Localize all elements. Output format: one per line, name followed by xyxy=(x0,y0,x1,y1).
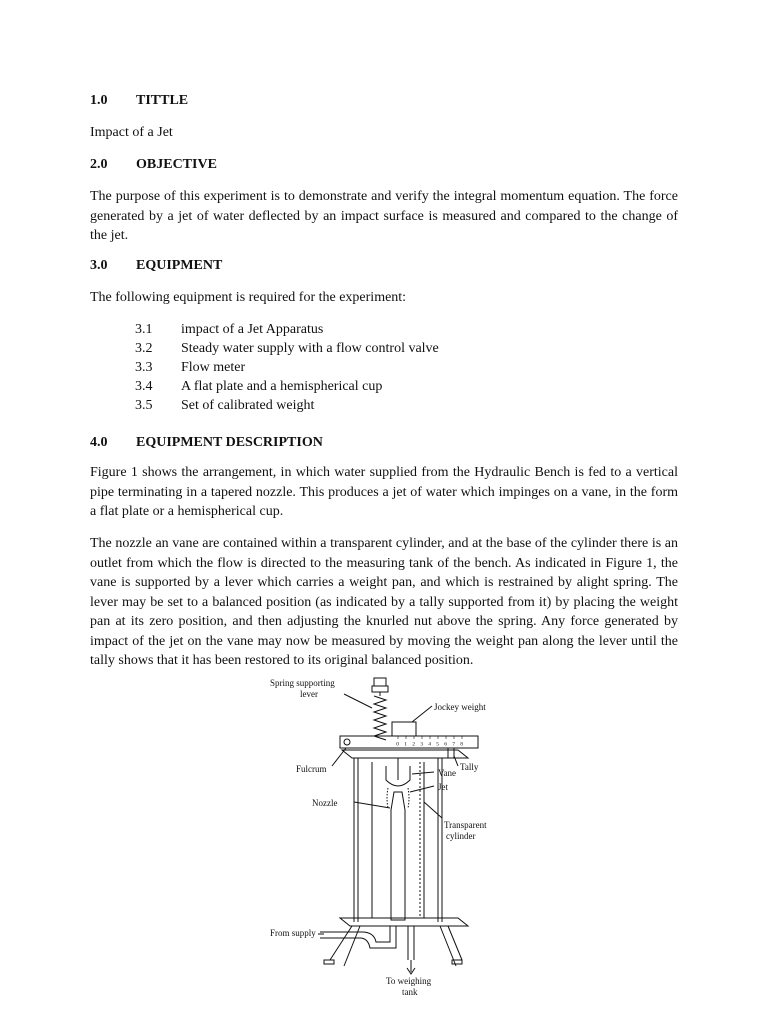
base-plate xyxy=(340,918,468,926)
outlet-arrow xyxy=(407,960,415,974)
label-jet: Jet xyxy=(438,782,448,792)
section-heading-2 xyxy=(90,156,217,174)
leader-line xyxy=(410,786,434,792)
scale-tick-label: 7 xyxy=(452,741,455,748)
description-paragraph-2: The nozzle an vane are contained within a transparent cylinder, and at the base of the cylinder there is an outlet from which the flow is directed to the measuring tank of the bench. As indicated in Figure 1, the vane is supported by a lever which carries a weight pan, and which is restrained by alight spring. The lever may be set to a balanced position (as indicated by a tally supported from it) by placing the weight pan at its zero position, and then adjusting the knurled nut above the spring. Any force generated by impact of the jet on the vane may now be measured by moving the weight pan along the lever until the tally shows that it has been restored to its original balanced position. xyxy=(90,536,678,668)
fulcrum-pivot xyxy=(344,739,350,745)
jockey-weight xyxy=(392,722,416,736)
label-tally: Tally xyxy=(460,762,479,772)
section-title: EQUIPMENT xyxy=(136,258,223,273)
label-nozzle: Nozzle xyxy=(312,798,338,808)
label-spring-supporting: Spring supporting xyxy=(270,678,335,688)
scale-tick-label: 3 xyxy=(420,741,423,748)
label-transparent: Transparent xyxy=(444,820,487,830)
list-item-text: Flow meter xyxy=(181,360,246,375)
scale-tick-label: 0 xyxy=(396,741,399,748)
equipment-intro: The following equipment is required for the experiment: xyxy=(90,290,407,305)
label-cylinder: cylinder xyxy=(446,831,476,841)
list-item-number: 3.3 xyxy=(135,360,153,375)
nozzle-pipe xyxy=(391,792,405,920)
list-item-number: 3.2 xyxy=(135,341,153,356)
foot xyxy=(324,960,334,964)
jet-spray xyxy=(408,788,409,808)
section-heading-4 xyxy=(90,434,323,452)
label-fulcrum: Fulcrum xyxy=(296,764,327,774)
scale-tick-label: 8 xyxy=(460,741,463,748)
label-vane: Vane xyxy=(438,768,456,778)
list-item xyxy=(135,396,439,415)
list-item-text: impact of a Jet Apparatus xyxy=(181,322,324,337)
list-item-number: 3.4 xyxy=(135,379,153,394)
objective-paragraph: The purpose of this experiment is to demonstrate and verify the integral momentum equation. The force generated by a jet of water deflected by an impact surface is measured and compared to the change of the jet. xyxy=(90,189,678,243)
spring xyxy=(374,696,386,740)
section-title: OBJECTIVE xyxy=(136,157,217,172)
label-lever: lever xyxy=(300,689,318,699)
section-number: 4.0 xyxy=(90,435,108,450)
list-item xyxy=(135,358,439,377)
leader-line xyxy=(424,802,442,818)
jet-spray xyxy=(387,788,388,808)
scale-tick-label: 5 xyxy=(436,741,439,748)
leader-line xyxy=(332,748,346,766)
knurled-nut xyxy=(374,678,386,686)
section-number: 2.0 xyxy=(90,157,108,172)
lever-scale xyxy=(396,736,463,748)
scale-tick-label: 2 xyxy=(412,741,415,748)
section-number: 3.0 xyxy=(90,258,108,273)
description-paragraph-1: Figure 1 shows the arrangement, in which water supplied from the Hydraulic Bench is fed to a vertical pipe terminating in a tapered nozzle. This produces a jet of water which impinges on a vane, in the form a flat plate or a hemispherical cup. xyxy=(90,465,678,519)
label-to-weighing: To weighing xyxy=(386,976,432,986)
scale-tick-label: 6 xyxy=(444,741,447,748)
list-item-text: A flat plate and a hemispherical cup xyxy=(181,379,383,394)
equipment-list xyxy=(135,320,439,415)
impact-of-jet-apparatus-figure xyxy=(262,670,502,1000)
section-number: 1.0 xyxy=(90,93,108,108)
leader-line xyxy=(344,694,372,708)
section-heading-3 xyxy=(90,257,222,275)
list-item-text: Set of calibrated weight xyxy=(181,398,315,413)
scale-tick-label: 1 xyxy=(404,741,407,748)
scale-tick-label: 4 xyxy=(428,741,431,748)
title-text: Impact of a Jet xyxy=(90,125,173,140)
label-jockey-weight: Jockey weight xyxy=(434,702,486,712)
list-item-text: Steady water supply with a flow control valve xyxy=(181,341,439,356)
list-item xyxy=(135,377,439,396)
list-item-number: 3.1 xyxy=(135,322,153,337)
label-from-supply: From supply xyxy=(270,928,316,938)
leader-line xyxy=(412,706,432,722)
list-item-number: 3.5 xyxy=(135,398,153,413)
leader-line xyxy=(412,772,434,774)
list-item xyxy=(135,320,439,339)
leg xyxy=(448,926,462,960)
section-heading-1 xyxy=(90,92,188,110)
lever-arm xyxy=(340,736,478,748)
label-tank: tank xyxy=(402,987,418,997)
section-title: EQUIPMENT DESCRIPTION xyxy=(136,435,323,450)
supply-pipe xyxy=(320,926,396,948)
section-title: TITTLE xyxy=(136,93,189,108)
knurled-nut-base xyxy=(372,686,388,692)
top-plate xyxy=(342,750,468,758)
list-item xyxy=(135,339,439,358)
